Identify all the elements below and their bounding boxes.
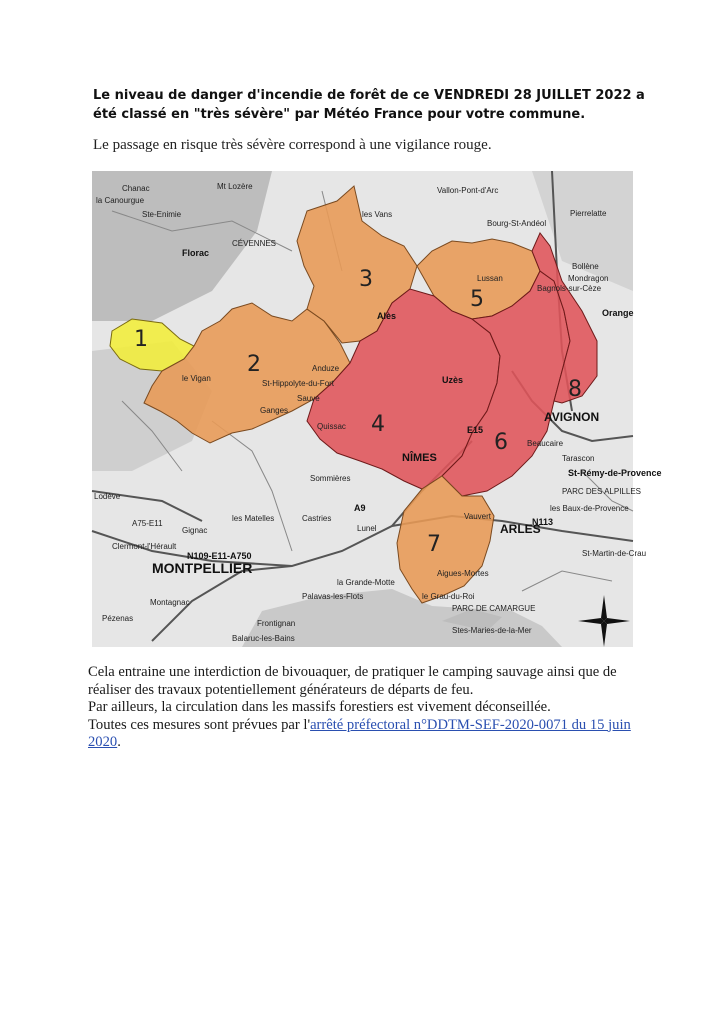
- road-label: N113: [532, 517, 554, 527]
- place-label: Alès: [377, 311, 397, 321]
- road-label: N109-E11-A750: [187, 551, 252, 561]
- place-label: Bollène: [572, 262, 599, 271]
- place-label: la Canourgue: [96, 196, 145, 205]
- place-label: Uzès: [442, 375, 464, 385]
- place-label: PARC DES ALPILLES: [562, 487, 641, 496]
- place-label: le Vigan: [182, 374, 211, 383]
- restriction-paragraph: Cela entraine une interdiction de bivouaquer, de pratiquer le camping sauvage ainsi que de réaliser des travaux potentiellement générateurs de départs de feu.: [88, 664, 617, 698]
- place-label: Aigues-Mortes: [437, 569, 489, 578]
- place-label: St-Hippolyte-du-Fort: [262, 379, 335, 388]
- zone-2-number: 2: [247, 352, 261, 377]
- place-label: St-Rémy-de-Provence: [568, 468, 662, 478]
- place-label: la Grande-Motte: [337, 578, 395, 587]
- decree-link[interactable]: arrêté préfectoral n°DDTM-SEF-2020-0071 du 15 juin 2020: [88, 716, 631, 750]
- place-label: Vallon-Pont-d'Arc: [437, 186, 499, 195]
- road-label: E15: [467, 425, 484, 435]
- place-label: Chanac: [122, 184, 150, 193]
- place-label: Ganges: [260, 406, 289, 415]
- zone-8-number: 8: [568, 377, 582, 402]
- place-label: Palavas-les-Flots: [302, 592, 364, 601]
- zone-6-number: 6: [494, 430, 508, 455]
- decree-paragraph: [88, 717, 648, 752]
- place-label: Lodève: [94, 492, 121, 501]
- place-label: les Baux-de-Provence: [550, 504, 629, 513]
- place-label: ARLES: [500, 522, 541, 536]
- place-label: Ste-Enimie: [142, 210, 182, 219]
- place-label: Mt Lozère: [217, 182, 253, 191]
- place-label: Clermont-l'Hérault: [112, 542, 177, 551]
- place-label: Sommières: [310, 474, 351, 483]
- forest-traffic-paragraph: Par ailleurs, la circulation dans les massifs forestiers est vivement déconseillée.: [88, 699, 551, 715]
- place-label: Pézenas: [102, 614, 134, 623]
- place-label: Balaruc-les-Bains: [232, 634, 295, 643]
- place-label: Frontignan: [257, 619, 296, 628]
- vigilance-statement: Le passage en risque très sévère correspond à une vigilance rouge.: [93, 137, 492, 153]
- place-label: PARC DE CAMARGUE: [452, 604, 536, 613]
- zone-5-number: 5: [470, 287, 484, 312]
- place-label: Beaucaire: [527, 439, 564, 448]
- place-label: Quissac: [317, 422, 346, 431]
- place-label: AVIGNON: [544, 410, 600, 424]
- place-label: Anduze: [312, 364, 340, 373]
- place-label: les Vans: [362, 210, 393, 219]
- place-label: Bagnols-sur-Cèze: [537, 284, 602, 293]
- place-label: St-Martin-de-Crau: [582, 549, 647, 558]
- place-label: MONTPELLIER: [152, 560, 253, 576]
- road-label: A9: [354, 503, 366, 513]
- place-label: Lussan: [477, 274, 503, 283]
- zone-1-number: 1: [134, 327, 148, 352]
- place-label: Castries: [302, 514, 332, 523]
- place-label: les Matelles: [232, 514, 275, 523]
- place-label: NÎMES: [402, 452, 437, 464]
- measures-text: [88, 664, 648, 752]
- alert-heading: Le niveau de danger d'incendie de forêt de ce VENDREDI 28 JUILLET 2022 a été classé en "très sévère" par Météo France pour votre commune.: [93, 88, 645, 122]
- place-label: Stes-Maries-de-la-Mer: [452, 626, 532, 635]
- place-label: Lunel: [357, 524, 377, 533]
- place-label: CÉVENNES: [232, 239, 277, 248]
- road-label: A75-E11: [132, 519, 163, 528]
- place-label: Pierrelatte: [570, 209, 607, 218]
- place-label: Bourg-St-Andéol: [487, 219, 547, 228]
- place-label: Vauvert: [464, 512, 491, 521]
- place-label: le Grau-du-Roi: [422, 592, 475, 601]
- place-label: Gignac: [182, 526, 208, 535]
- zone-3-number: 3: [359, 267, 373, 292]
- place-label: Montagnac: [150, 598, 190, 607]
- fire-risk-map: [92, 171, 662, 647]
- decree-prefix: Toutes ces mesures sont prévues par l': [88, 716, 311, 733]
- place-label: Orange: [602, 308, 634, 318]
- zone-4-number: 4: [371, 412, 385, 437]
- fire-risk-map-svg: [92, 171, 662, 647]
- zone-7-number: 7: [427, 532, 441, 557]
- place-label: Florac: [182, 248, 210, 258]
- place-label: Mondragon: [568, 274, 609, 283]
- decree-suffix: .: [117, 734, 121, 750]
- place-label: Tarascon: [562, 454, 595, 463]
- place-label: Sauve: [297, 394, 320, 403]
